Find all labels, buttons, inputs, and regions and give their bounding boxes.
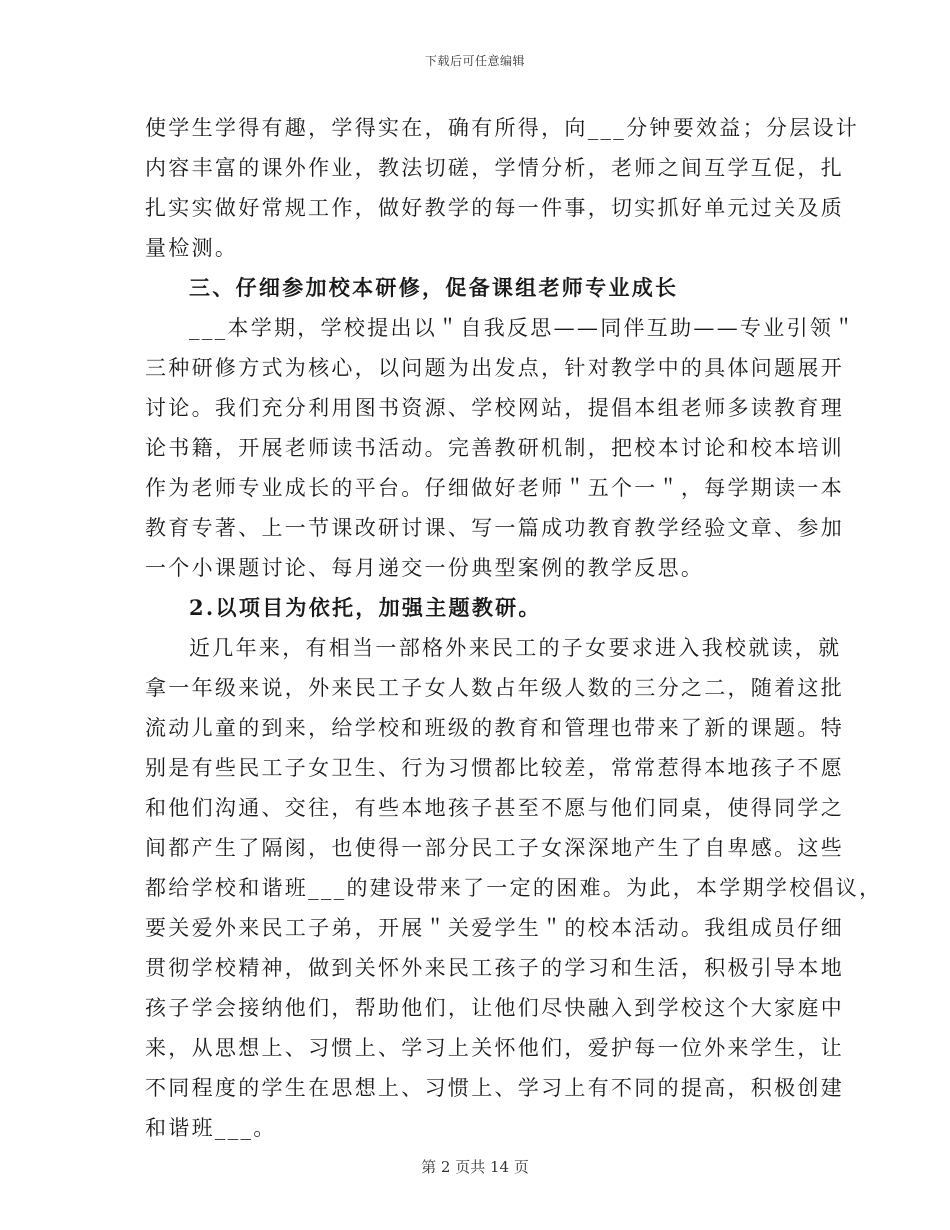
text-line: ___本学期，学校提出以＂自我反思——同伴互助——专业引领＂ bbox=[189, 316, 857, 340]
text-line: 都给学校和谐班___的建设带来了一定的困难。为此，本学期学校倡议， bbox=[145, 876, 883, 900]
text-line: 三种研修方式为核心，以问题为出发点，针对教学中的具体问题展开 bbox=[145, 356, 844, 380]
text-line: 和谐班___。 bbox=[145, 1116, 277, 1140]
text-line: 使学生学得有趣，学得实在，确有所得，向___分钟要效益；分层设计 bbox=[145, 116, 860, 140]
document-body bbox=[145, 108, 883, 1148]
text-line: 论书籍，开展老师读书活动。完善教研机制，把校本讨论和校本培训 bbox=[145, 436, 844, 460]
text-line: 来，从思想上、习惯上、学习上关怀他们，爱护每一位外来学生，让 bbox=[145, 1036, 844, 1060]
text-line: 拿一年级来说，外来民工子女人数占年级人数的三分之二，随着这批 bbox=[145, 676, 844, 700]
text-line: 要关爱外来民工子弟，开展＂关爱学生＂的校本活动。我组成员仔细 bbox=[145, 916, 844, 940]
text-line: 近几年来，有相当一部格外来民工的子女要求进入我校就读，就 bbox=[189, 636, 842, 660]
subsection-heading: 2.以项目为依托，加强主题教研。 bbox=[189, 595, 542, 620]
text-line: 量检测。 bbox=[145, 236, 239, 260]
text-line: 内容丰富的课外作业，教法切磋，学情分析，老师之间互学互促，扎 bbox=[145, 156, 844, 180]
text-line: 作为老师专业成长的平台。仔细做好老师＂五个一＂，每学期读一本 bbox=[145, 476, 844, 500]
text-line: 别是有些民工子女卫生、行为习惯都比较差，常常惹得本地孩子不愿 bbox=[145, 756, 844, 780]
text-line: 一个小课题讨论、每月递交一份典型案例的教学反思。 bbox=[145, 556, 705, 580]
text-line: 流动儿童的到来，给学校和班级的教育和管理也带来了新的课题。特 bbox=[145, 716, 844, 740]
page-header: 下载后可任意编辑 bbox=[424, 54, 525, 68]
text-line: 间都产生了隔阂，也使得一部分民工子女深深地产生了自卑感。这些 bbox=[145, 836, 844, 860]
text-line: 讨论。我们充分利用图书资源、学校网站，提倡本组老师多读教育理 bbox=[145, 396, 844, 420]
text-line: 教育专著、上一节课改研讨课、写一篇成功教育教学经验文章、参加 bbox=[145, 516, 844, 540]
text-line: 贯彻学校精神，做到关怀外来民工孩子的学习和生活，积极引导本地 bbox=[145, 956, 844, 980]
section-heading: 三、仔细参加校本研修，促备课组老师专业成长 bbox=[189, 275, 679, 300]
text-line: 孩子学会接纳他们，帮助他们，让他们尽快融入到学校这个大家庭中 bbox=[145, 996, 844, 1020]
text-line: 扎实实做好常规工作，做好教学的每一件事，切实抓好单元过关及质 bbox=[145, 196, 844, 220]
page-number: 第 2 页共 14 页 bbox=[421, 1158, 529, 1176]
text-line: 不同程度的学生在思想上、习惯上、学习上有不同的提高，积极创建 bbox=[145, 1076, 844, 1100]
text-line: 和他们沟通、交往，有些本地孩子甚至不愿与他们同桌，使得同学之 bbox=[145, 796, 844, 820]
